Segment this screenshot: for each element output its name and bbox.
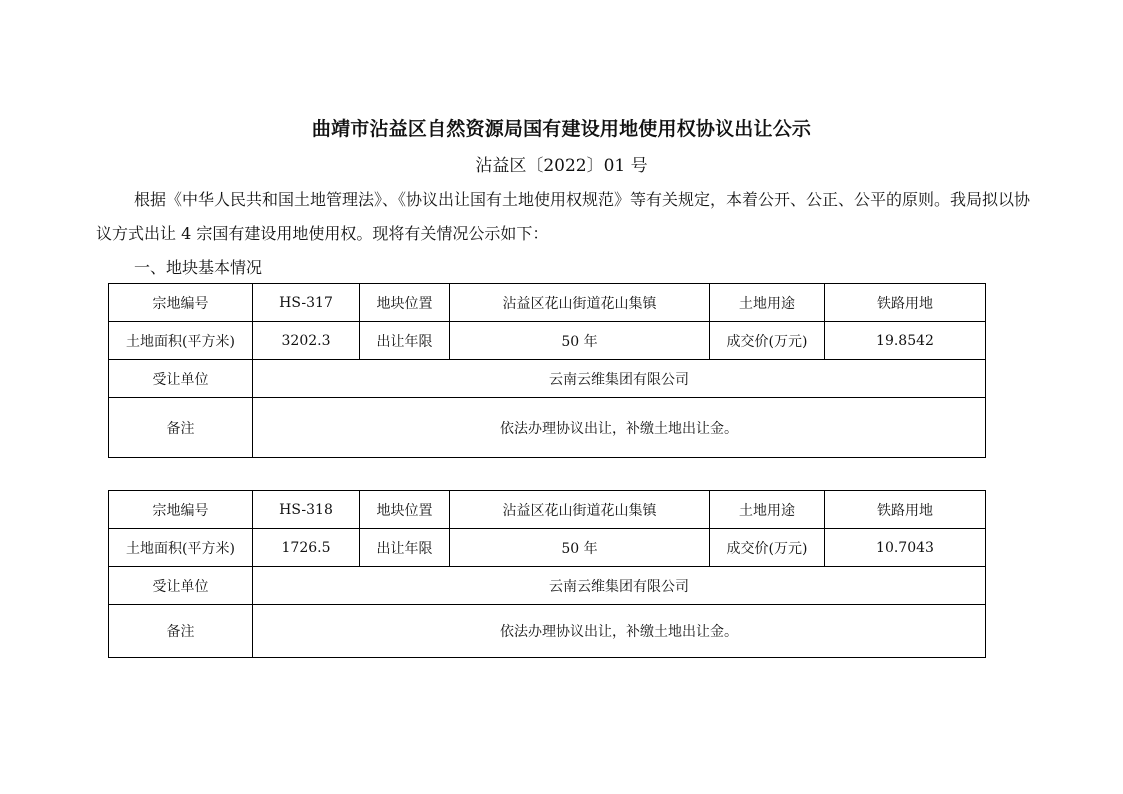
- parcel-table-2: [108, 490, 986, 658]
- grantee-label: 受让单位: [109, 360, 253, 398]
- grantee-label: 受让单位: [109, 567, 253, 605]
- area-label: 土地面积(平方米): [109, 322, 253, 360]
- location-label: 地块位置: [360, 491, 450, 529]
- price-value: 10.7043: [825, 529, 986, 567]
- intro-text: 根据《中华人民共和国土地管理法》、《协议出让国有土地使用权规范》等有关规定，本着公开、公正、公平的原则。我局拟以协议方式出让 4 宗国有建设用地使用权。现将有关情况公示如下：: [96, 190, 1031, 243]
- price-label: 成交价(万元): [710, 529, 825, 567]
- parcel-no-label: 宗地编号: [109, 491, 253, 529]
- section-heading: 一、地块基本情况: [134, 258, 263, 277]
- parcel-no-label: 宗地编号: [109, 284, 253, 322]
- table-row: [109, 491, 986, 529]
- remarks-label: 备注: [109, 605, 253, 658]
- land-use-label: 土地用途: [710, 284, 825, 322]
- term-label: 出让年限: [360, 322, 450, 360]
- document-number: 沾益区〔2022〕01 号: [475, 156, 648, 176]
- table-row: [109, 529, 986, 567]
- land-use-label: 土地用途: [710, 491, 825, 529]
- area-value: 3202.3: [253, 322, 360, 360]
- table-row: [109, 605, 986, 658]
- location-value: 沾益区花山街道花山集镇: [450, 491, 710, 529]
- land-use-value: 铁路用地: [825, 284, 986, 322]
- price-value: 19.8542: [825, 322, 986, 360]
- grantee-value: 云南云维集团有限公司: [253, 567, 986, 605]
- parcel-no-value: HS-317: [253, 284, 360, 322]
- area-value: 1726.5: [253, 529, 360, 567]
- land-use-value: 铁路用地: [825, 491, 986, 529]
- location-value: 沾益区花山街道花山集镇: [450, 284, 710, 322]
- document-title: 曲靖市沾益区自然资源局国有建设用地使用权协议出让公示: [311, 118, 812, 140]
- table-row: [109, 360, 986, 398]
- term-value: 50 年: [450, 322, 710, 360]
- location-label: 地块位置: [360, 284, 450, 322]
- table-row: [109, 567, 986, 605]
- remarks-label: 备注: [109, 398, 253, 458]
- area-label: 土地面积(平方米): [109, 529, 253, 567]
- intro-paragraph: [96, 183, 1036, 251]
- table-row: [109, 322, 986, 360]
- price-label: 成交价(万元): [710, 322, 825, 360]
- remarks-value: 依法办理协议出让，补缴土地出让金。: [253, 605, 986, 658]
- term-value: 50 年: [450, 529, 710, 567]
- remarks-value: 依法办理协议出让，补缴土地出让金。: [253, 398, 986, 458]
- table-row: [109, 398, 986, 458]
- term-label: 出让年限: [360, 529, 450, 567]
- table-row: [109, 284, 986, 322]
- grantee-value: 云南云维集团有限公司: [253, 360, 986, 398]
- parcel-table-1: [108, 283, 986, 458]
- parcel-no-value: HS-318: [253, 491, 360, 529]
